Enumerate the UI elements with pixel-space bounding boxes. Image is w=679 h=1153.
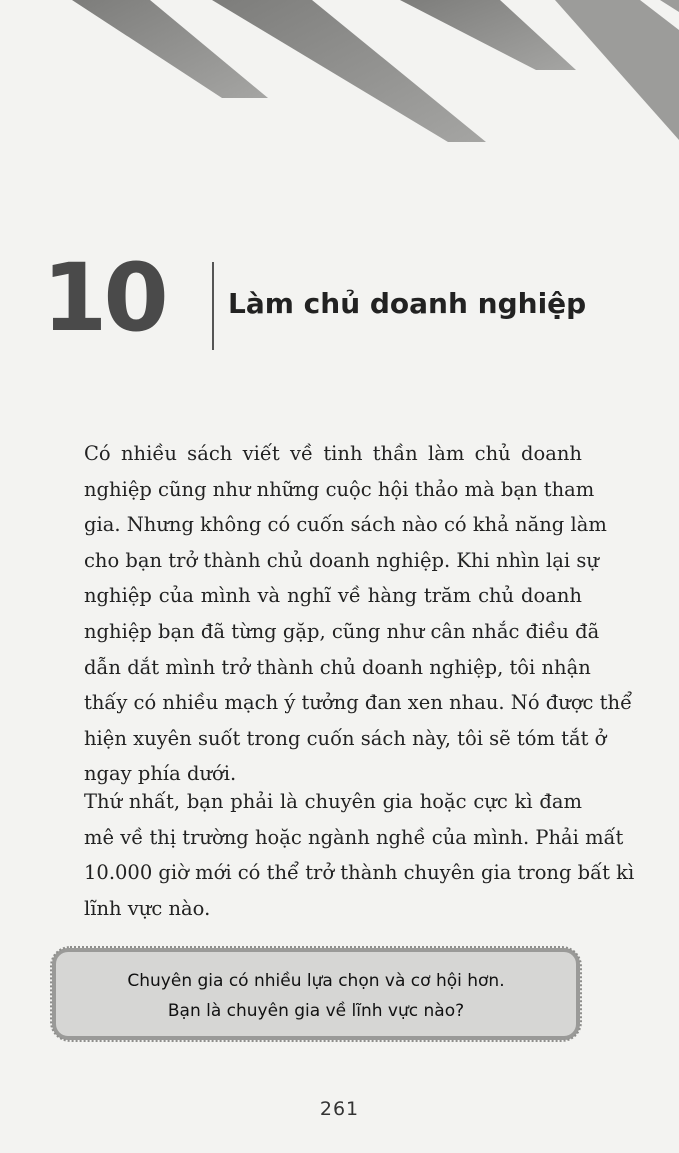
paragraph-line: nghiệp cũng như những cuộc hội thảo mà bạn tham	[84, 477, 595, 501]
paragraph-line: lĩnh vực nào.	[84, 896, 211, 920]
chapter-number: 10	[42, 244, 165, 353]
paragraph-2	[84, 784, 635, 926]
paragraph-line: 10.000 giờ mới có thể trở thành chuyên gia trong bất kì	[84, 861, 635, 885]
paragraph-1	[84, 436, 633, 792]
paragraph-line: thấy có nhiều mạch ý tưởng đan xen nhau. Nó được thể	[84, 691, 633, 715]
callout-line-2: Bạn là chuyên gia về lĩnh vực nào?	[167, 1001, 465, 1021]
chapter-divider	[212, 262, 214, 350]
page-number: 261	[319, 1098, 360, 1120]
paragraph-line: nghiệp của mình và nghĩ về hàng trăm chủ doanh	[84, 584, 582, 608]
paragraph-line: Có nhiều sách viết về tinh thần làm chủ doanh	[84, 442, 582, 465]
paragraph-line: cho bạn trở thành chủ doanh nghiệp. Khi nhìn lại sự	[84, 548, 599, 572]
stripe-3	[400, 0, 576, 70]
paragraph-line: Thứ nhất, bạn phải là chuyên gia hoặc cực kì đam	[84, 790, 582, 813]
callout-line-1: Chuyên gia có nhiều lựa chọn và cơ hội hơn.	[127, 971, 505, 991]
chapter-title: Làm chủ doanh nghiệp	[228, 287, 587, 320]
paragraph-line: mê về thị trường hoặc ngành nghề của mình. Phải mất	[84, 825, 624, 849]
paragraph-line: hiện xuyên suốt trong cuốn sách này, tôi sẽ tóm tắt ở	[84, 726, 607, 750]
paragraph-line: dẫn dắt mình trở thành chủ doanh nghiệp, tôi nhận	[84, 655, 591, 679]
stripe-5	[660, 0, 679, 12]
paragraph-line: ngay phía dưới.	[84, 762, 237, 786]
callout-box	[52, 948, 580, 1040]
paragraph-line: gia. Nhưng không có cuốn sách nào có khả năng làm	[84, 513, 607, 537]
paragraph-line: nghiệp bạn đã từng gặp, cũng như cân nhắc điều đã	[84, 619, 600, 643]
